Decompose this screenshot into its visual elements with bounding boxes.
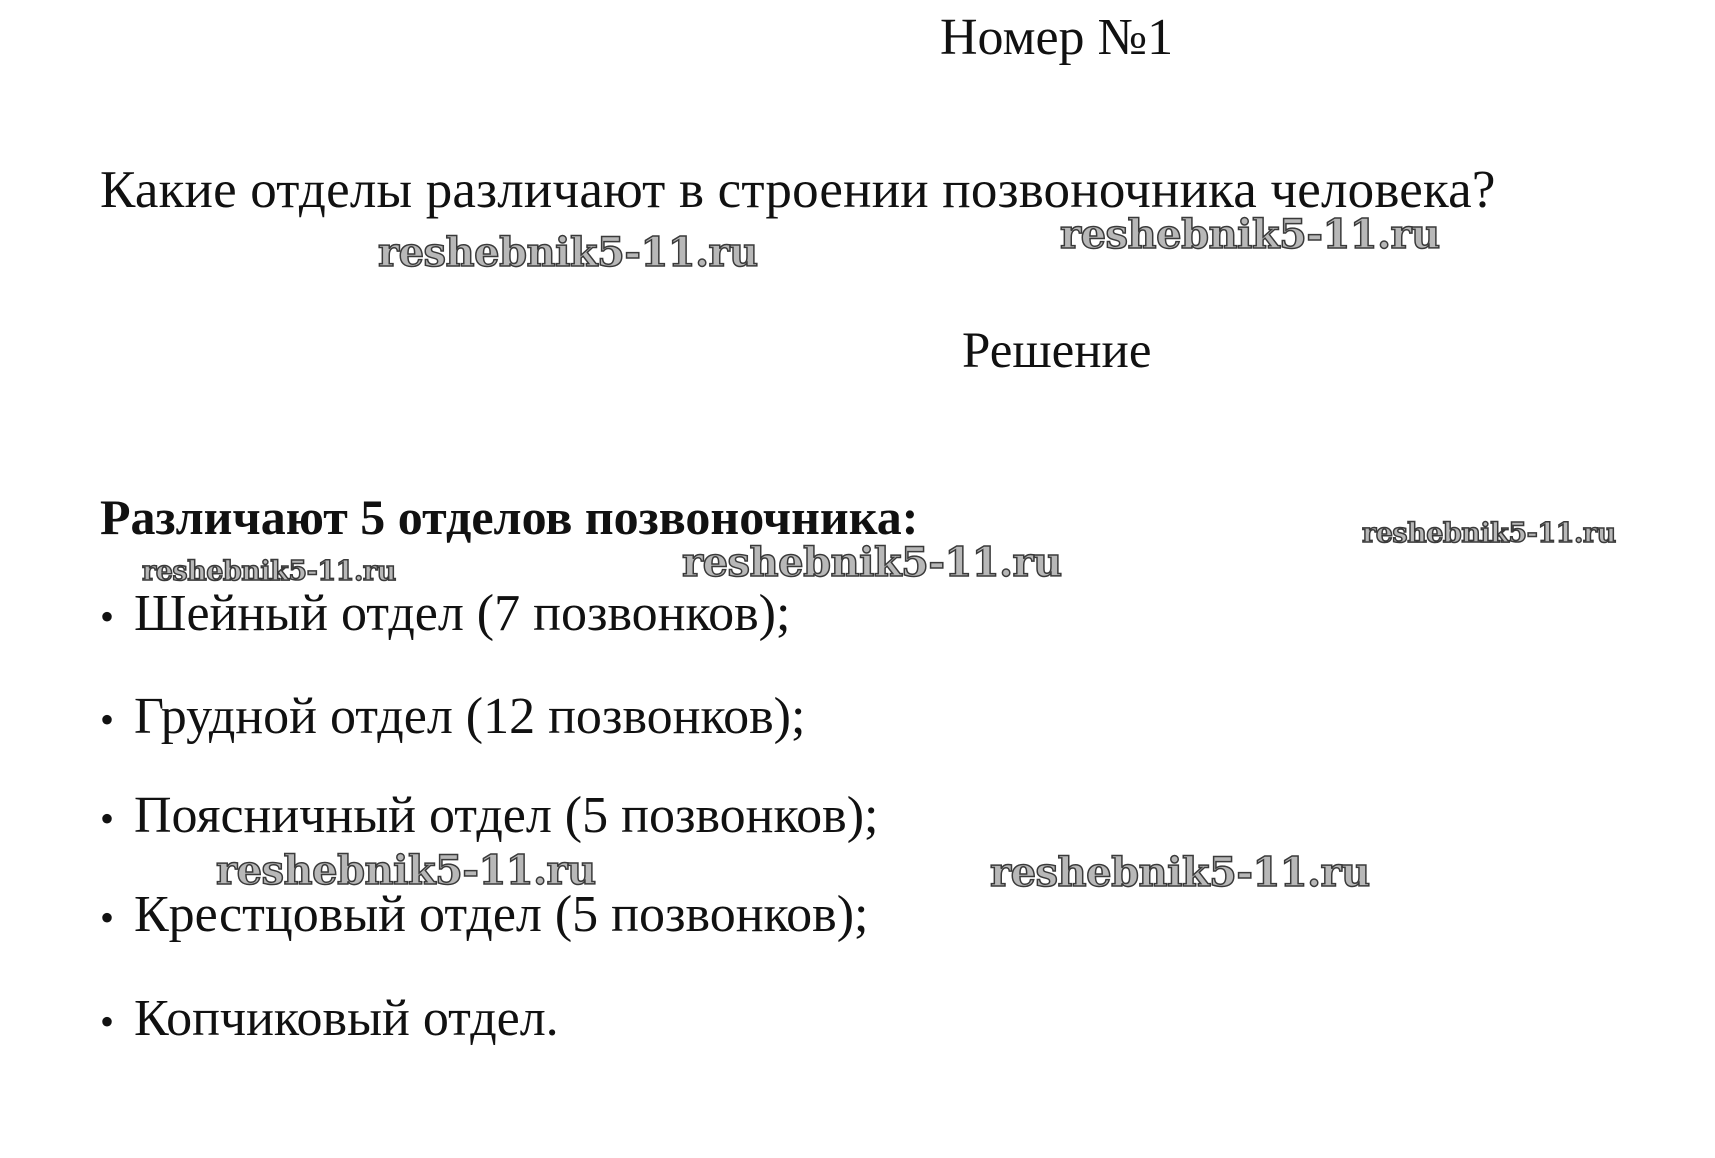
list-item (100, 579, 790, 652)
bullet-icon: • (100, 796, 115, 841)
watermark: reshebnik5-11.ru (142, 556, 396, 587)
list-item-text: Грудной отдел (12 позвонков); (134, 688, 806, 745)
page-title: Номер №1 (940, 9, 1174, 66)
question-text: Какие отделы различают в строении позвоночника человека? (100, 161, 1496, 219)
list-item-text: Крестцовый отдел (5 позвонков); (134, 886, 869, 943)
bullet-icon: • (100, 895, 115, 940)
list-item (100, 880, 869, 953)
list-item-text: Поясничный отдел (5 позвонков); (134, 787, 879, 844)
list-item-text: Шейный отдел (7 позвонков); (134, 585, 791, 642)
watermark: reshebnik5-11.ru (1362, 518, 1616, 549)
watermark: reshebnik5-11.ru (682, 539, 1062, 586)
bullet-icon: • (100, 697, 115, 742)
solution-heading: Решение (962, 323, 1152, 379)
answer-intro: Различают 5 отделов позвоночника: (100, 489, 919, 545)
list-item (100, 682, 805, 755)
list-item (100, 984, 559, 1057)
bullet-icon: • (100, 594, 115, 639)
list-item (100, 781, 878, 854)
watermark: reshebnik5-11.ru (1060, 211, 1440, 258)
watermark: reshebnik5-11.ru (990, 849, 1370, 896)
bullet-icon: • (100, 999, 115, 1044)
watermark: reshebnik5-11.ru (216, 847, 596, 894)
list-item-text: Копчиковый отдел. (134, 990, 559, 1047)
watermark: reshebnik5-11.ru (378, 229, 758, 276)
